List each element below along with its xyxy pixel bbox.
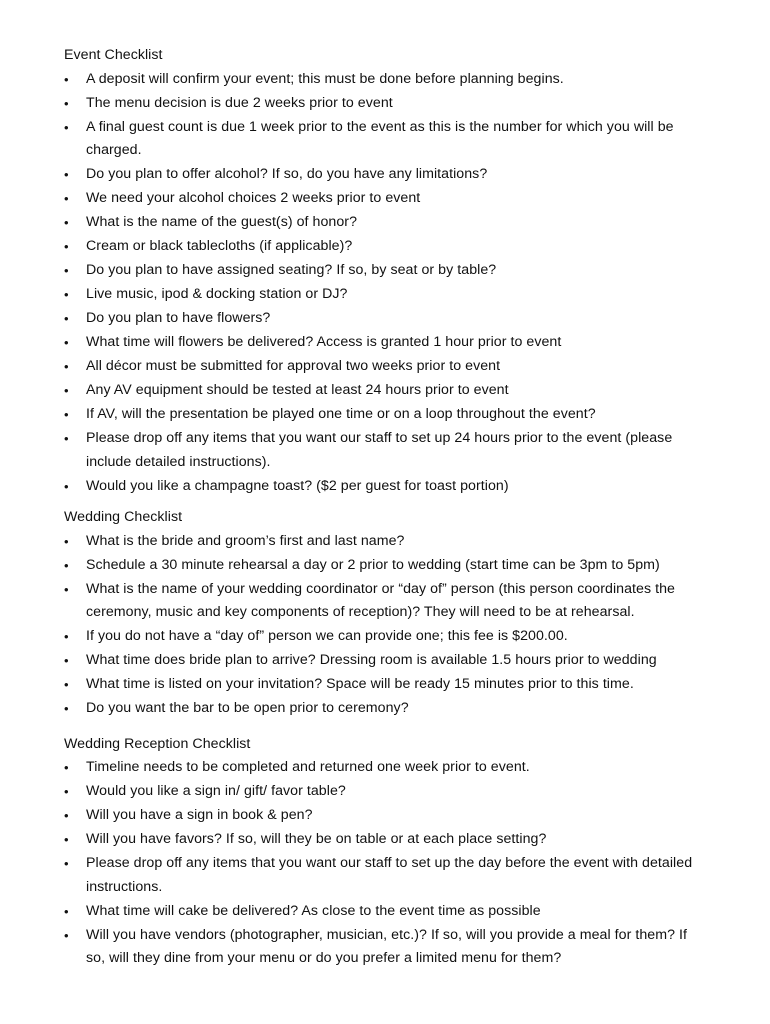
section-heading: Event Checklist (64, 47, 163, 63)
list-item-text: Would you like a sign in/ gift/ favor table? (86, 783, 346, 799)
list-item (64, 780, 710, 804)
bullet-icon: • (64, 239, 69, 254)
list-item (64, 427, 710, 474)
bullet-icon: • (64, 407, 69, 422)
bullet-icon: • (64, 215, 69, 230)
list-item-text: If you do not have a “day of” person we can provide one; this fee is $200.00. (86, 628, 568, 644)
section-heading: Wedding Checklist (64, 509, 183, 525)
bullet-icon: • (64, 311, 69, 326)
wedding-checklist-list (64, 530, 710, 721)
list-item (64, 475, 710, 499)
list-item-text: Please drop off any items that you want our staff to set up 24 hours prior to the event (please include detailed instructions). (86, 430, 673, 470)
list-item (64, 379, 710, 403)
list-item (64, 673, 710, 697)
bullet-icon: • (64, 808, 69, 823)
bullet-icon: • (64, 856, 69, 871)
bullet-icon: • (64, 629, 69, 644)
list-item (64, 924, 710, 971)
list-item-text: Do you plan to offer alcohol? If so, do you have any limitations? (86, 166, 488, 182)
event-checklist-section (64, 44, 710, 498)
bullet-icon: • (64, 832, 69, 847)
list-item-text: Do you want the bar to be open prior to ceremony? (86, 700, 409, 716)
list-item (64, 211, 710, 235)
bullet-icon: • (64, 581, 69, 597)
section-heading: Wedding Reception Checklist (64, 735, 251, 752)
bullet-icon: • (64, 760, 69, 775)
bullet-icon: • (64, 533, 69, 549)
list-item (64, 187, 710, 211)
bullet-icon: • (64, 335, 69, 350)
wedding-reception-checklist-list (64, 756, 710, 971)
bullet-icon: • (64, 191, 69, 206)
list-item (64, 259, 710, 283)
list-item-text: What is the bride and groom’s first and last name? (86, 532, 405, 549)
bullet-icon: • (64, 359, 69, 374)
list-item (64, 116, 710, 163)
list-item (64, 900, 710, 924)
list-item (64, 530, 710, 554)
list-item (64, 163, 710, 187)
bullet-icon: • (64, 383, 69, 398)
list-item-text: We need your alcohol choices 2 weeks prior to event (86, 190, 421, 206)
list-item-text: Do you plan to have assigned seating? If so, by seat or by table? (86, 262, 497, 278)
list-item-text: What time will flowers be delivered? Access is granted 1 hour prior to event (86, 334, 562, 350)
bullet-icon: • (64, 95, 69, 111)
list-item-text: What is the name of your wedding coordinator or “day of” person (this person coordinates the ceremony, music and key components of reception)? They will need to be at rehearsal. (86, 580, 675, 620)
list-item-text: A deposit will confirm your event; this must be done before planning begins. (86, 70, 564, 87)
list-item-text: What is the name of the guest(s) of honor? (86, 214, 358, 230)
list-item (64, 307, 710, 331)
bullet-icon: • (64, 431, 69, 446)
bullet-icon: • (64, 287, 69, 302)
wedding-checklist-section (64, 506, 710, 721)
list-item (64, 852, 710, 899)
bullet-icon: • (64, 653, 69, 668)
list-item (64, 578, 710, 625)
bullet-icon: • (64, 677, 69, 692)
list-item-text: Any AV equipment should be tested at least 24 hours prior to event (86, 382, 509, 398)
list-item (64, 283, 710, 307)
list-item (64, 355, 710, 379)
list-item (64, 804, 710, 828)
bullet-icon: • (64, 701, 69, 716)
list-item-text: Cream or black tablecloths (if applicable)? (86, 238, 353, 254)
list-item-text: Timeline needs to be completed and returned one week prior to event. (86, 759, 530, 775)
bullet-icon: • (64, 784, 69, 799)
wedding-reception-checklist-section (64, 733, 710, 971)
list-item (64, 92, 710, 116)
bullet-icon: • (64, 557, 69, 573)
list-item-text: Will you have a sign in book & pen? (86, 807, 313, 823)
list-item-text: All décor must be submitted for approval two weeks prior to event (86, 358, 501, 374)
list-item (64, 756, 710, 780)
list-item-text: A final guest count is due 1 week prior to the event as this is the number for which you will be charged. (86, 118, 674, 158)
bullet-icon: • (64, 263, 69, 278)
list-item-text: Would you like a champagne toast? ($2 per guest for toast portion) (86, 477, 509, 494)
event-checklist-list (64, 68, 710, 499)
list-item-text: Will you have favors? If so, will they be on table or at each place setting? (86, 831, 547, 847)
list-item (64, 554, 710, 578)
list-item (64, 403, 710, 427)
list-item-text: Do you plan to have flowers? (86, 310, 271, 326)
bullet-icon: • (64, 71, 69, 87)
list-item (64, 649, 710, 673)
list-item (64, 697, 710, 721)
list-item (64, 235, 710, 259)
bullet-icon: • (64, 167, 69, 182)
list-item-text: What time does bride plan to arrive? Dressing room is available 1.5 hours prior to wedding (86, 652, 657, 668)
list-item (64, 68, 710, 92)
bullet-icon: • (64, 119, 69, 135)
bullet-icon: • (64, 903, 69, 919)
list-item-text: What time is listed on your invitation? Space will be ready 15 minutes prior to this time. (86, 676, 634, 692)
list-item (64, 828, 710, 852)
list-item-text: Schedule a 30 minute rehearsal a day or 2 prior to wedding (start time can be 3pm to 5pm) (86, 556, 660, 573)
list-item-text: Live music, ipod & docking station or DJ? (86, 286, 348, 302)
list-item-text: What time will cake be delivered? As close to the event time as possible (86, 902, 541, 919)
list-item-text: Please drop off any items that you want our staff to set up the day before the event with detailed instructions. (86, 855, 693, 895)
list-item (64, 331, 710, 355)
bullet-icon: • (64, 927, 69, 943)
list-item-text: Will you have vendors (photographer, musician, etc.)? If so, will you provide a meal for them? If so, will they dine from your menu or do you prefer a limited menu for them? (86, 926, 688, 966)
list-item-text: The menu decision is due 2 weeks prior to event (86, 94, 393, 111)
list-item (64, 625, 710, 649)
bullet-icon: • (64, 478, 69, 494)
list-item-text: If AV, will the presentation be played one time or on a loop throughout the event? (86, 406, 596, 422)
